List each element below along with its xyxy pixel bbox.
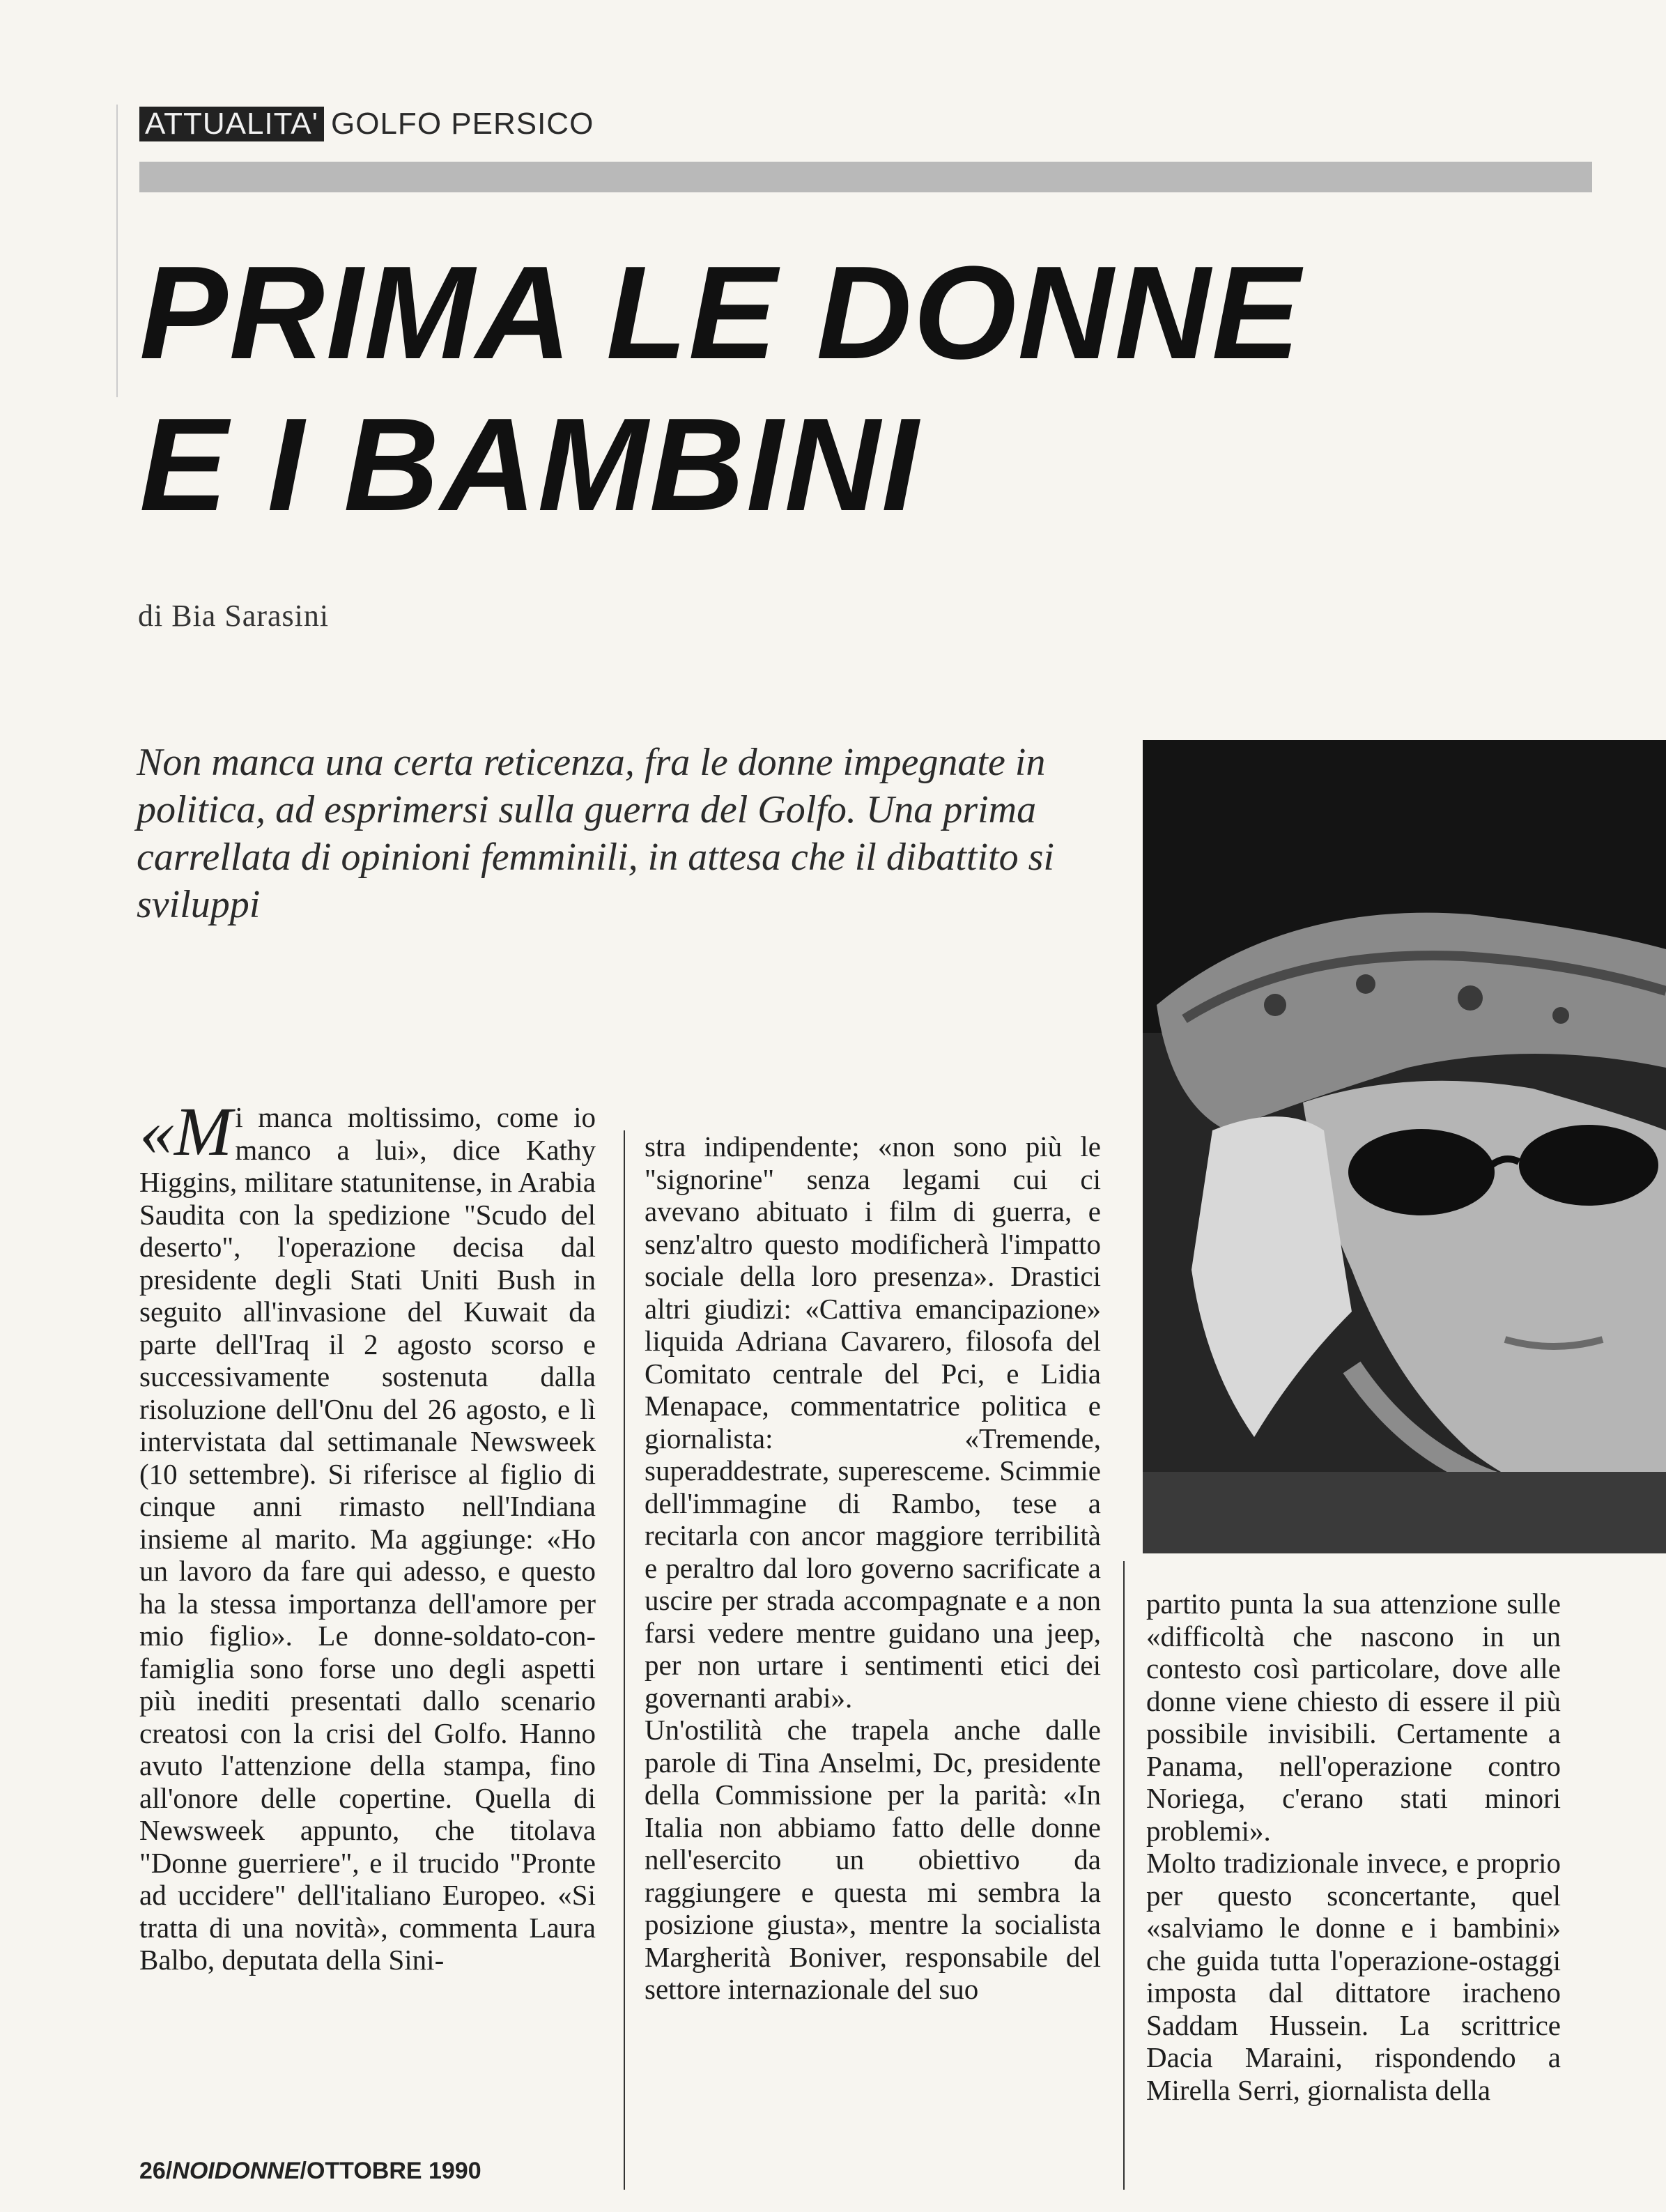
drop-cap: «M [139,1093,233,1170]
header-band [139,162,1592,192]
headline-line-1: PRIMA LE DONNE [139,239,1302,387]
column-2-paragraph-2: Un'ostilità che trapela anche dalle parole di Tina Anselmi, Dc, presidente della Commissione per la parità: «In Italia non abbiamo fatto delle donne nell'esercito un obiettivo da raggiungere e questa mi sembra la posizione giusta», mentre la socialista Margherità Boniver, responsabile del settore internazionale del suo [645,1714,1101,2005]
headline [139,237,1302,541]
margin-rule [116,105,118,397]
column-divider [1123,1561,1125,2190]
byline: di Bia Sarasini [138,599,330,633]
article-column-3 [1146,1588,1561,2106]
issue-date: /OTTOBRE 1990 [300,2158,481,2184]
topic-label: GOLFO PERSICO [331,107,594,141]
photo-image [1143,740,1666,1553]
column-divider [624,1130,625,2190]
page-number: 26/ [139,2158,173,2184]
column-2-paragraph-1: stra indipendente; «non sono più le "signorine" senza legami cui ci avevano abituato i film di guerra, e senz'altro questo modificherà l'impatto sociale della loro presenza». Drastici altri giudizi: «Cattiva emancipazione» liquida Adriana Cavarero, filosofa del Comitato centrale del Pci, e Lidia Menapace, commentatrice politica e giornalista: «Tremende, superaddestrate, superesceme. Scimmie dell'immagine di Rambo, tese a recitarla con ancor maggiore terribilità e peraltro dal loro governo sacrificate a uscire per strada accompagnate e a non farsi vedere mentre guidano una jeep, per non urtare i sentimenti etici dei governanti arabi». [645,1130,1101,1714]
article-column-1 [139,1093,596,1976]
headline-line-2: E I BAMBINI [139,391,920,539]
page-footer [139,2158,481,2185]
article-column-2 [645,1130,1101,2006]
column-1-paragraph [139,1093,596,1976]
publication-name: NOIDONNE [172,2158,300,2184]
article-photo [1143,740,1666,1553]
column-3-paragraph-2: Molto tradizionale invece, e proprio per questo sconcertante, quel «salviamo le donne e i bambini» che guida tutta l'operazione-ostaggi imposta dal dittatore iracheno Saddam Hussein. La scrittrice Dacia Maraini, rispondendo a Mirella Serri, giornalista della [1146,1847,1561,2106]
column-1-text: i manca moltissimo, come io manco a lui», dice Kathy Higgins, militare statunitense, in Arabia Saudita con la spedizione "Scudo del deserto", l'operazione decisa dal presidente degli Stati Uniti Bush in seguito all'invasione del Kuwait da parte dell'Iraq il 2 agosto scorso e successivamente sostenuta dalla risoluzione dell'Onu del 26 agosto, e lì intervistata dal settimanale Newsweek (10 settembre). Si riferisce al figlio di cinque anni rimasto nell'Indiana insieme al marito. Ma aggiunge: «Ho un lavoro da fare qui adesso, e questo ha la stessa importanza dell'amore per mio figlio». Le donne-soldato-con-famiglia sono forse uno degli aspetti più inediti presentati dallo scenario creatosi con la crisi del Golfo. Hanno avuto l'attenzione della stampa, fino all'onore delle copertine. Quella di Newsweek appunto, che titolava "Donne guerriere", e il trucido "Pronte ad uccidere" dell'italiano Europeo. «Si tratta di una novità», commenta Laura Balbo, deputata della Sini- [139,1101,596,1976]
column-3-paragraph-1: partito punta la sua attenzione sulle «difficoltà che nascono in un contesto così particolare, dove alle donne viene chiesto di essere il più possibile invisibili. Certamente a Panama, nell'operazione contro Noriega, c'erano stati minori problemi». [1146,1588,1561,1847]
section-kicker [139,106,594,142]
section-label: ATTUALITA' [139,107,324,141]
standfirst: Non manca una certa reticenza, fra le donne impegnate in politica, ad esprimersi sulla guerra del Golfo. Una prima carrellata di opinioni femminili, in attesa che il dibattito si sviluppi [137,741,1054,926]
